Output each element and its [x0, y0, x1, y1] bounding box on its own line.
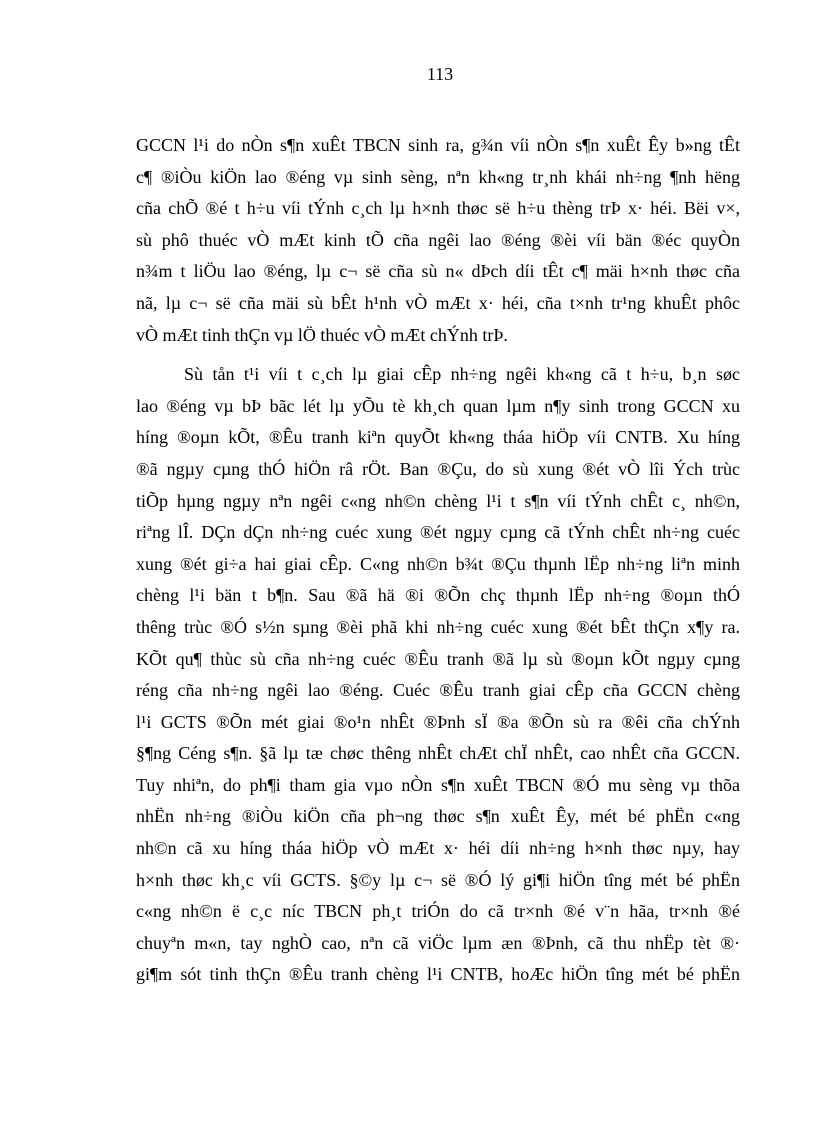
text-line: c«ng nh©n ë c¸c níc TBCN ph¸t triÓn do cã tr×nh ®é v¨n hãa, tr×nh ®é — [136, 901, 740, 922]
text-line: l¹i GCTS ®Õn mét giai ®o¹n nhÊt ®Þnh sÏ ®a ®Õn sù ra ®êi cña chÝnh — [136, 711, 740, 732]
text-line: tiÕp hµng ngµy nªn ngêi c«ng nh©n chèng l¹i t s¶n víi tÝnh chÊt c¸ nh©n, — [136, 490, 740, 511]
text-line: §¶ng Céng s¶n. §ã lµ tæ chøc thêng nhÊt chÆt chÏ nhÊt, cao nhÊt cña GCCN. — [136, 743, 740, 764]
text-line: riªng lÎ. DÇn dÇn nh÷ng cuéc xung ®ét ngµy cµng cã tÝnh chÊt nh÷ng cuéc — [136, 522, 740, 543]
paragraph-gap — [136, 351, 740, 359]
text-line: thêng trùc ®Ó s½n sµng ®èi phã khi nh÷ng cuéc xung ®ét bÊt thÇn x¶y ra. — [136, 616, 740, 637]
text-line: nã, lµ c¬ së cña mäi sù bÊt h¹nh vÒ mÆt x· héi, cña t×nh tr¹ng khuÊt phôc — [136, 292, 740, 313]
text-line: cña chÕ ®é t h÷u víi tÝnh c¸ch lµ h×nh thøc së h÷u thèng trÞ x· héi. Bëi v×, — [136, 198, 740, 219]
text-line: híng ®oµn kÕt, ®Êu tranh kiªn quyÕt kh«ng tháa hiÖp víi CNTB. Xu híng — [136, 427, 740, 448]
body-text — [136, 130, 740, 991]
paragraph-1 — [136, 130, 740, 351]
text-line: c¶ ®iÒu kiÖn lao ®éng vµ sinh sèng, nªn kh«ng tr¸nh khái nh÷ng ¶nh hëng — [136, 166, 740, 187]
text-line: nh©n cã xu híng tháa hiÖp vÒ mÆt x· héi díi nh÷ng h×nh thøc nµy, hay — [136, 838, 740, 859]
text-line: lao ®éng vµ bÞ bãc lét lµ yÕu tè kh¸ch quan lµm n¶y sinh trong GCCN xu — [136, 395, 740, 416]
paragraph-2 — [136, 359, 740, 991]
text-line: chèng l¹i bän t b¶n. Sau ®ã hä ®i ®Õn chç thµnh lËp nh÷ng ®oµn thÓ — [136, 585, 740, 606]
text-line: Tuy nhiªn, do ph¶i tham gia vµo nÒn s¶n xuÊt TBCN ®Ó mu sèng vµ thõa — [136, 774, 740, 795]
text-line: sù phô thuéc vÒ mÆt kinh tÕ cña ngêi lao ®éng ®èi víi bän ®éc quyÒn — [136, 229, 740, 250]
text-line: Sù tån t¹i víi t c¸ch lµ giai cÊp nh÷ng ngêi kh«ng cã t h÷u, b¸n søc — [184, 364, 740, 385]
text-line: nhËn nh÷ng ®iÒu kiÖn cña ph¬ng thøc s¶n xuÊt Êy, mét bé phËn c«ng — [136, 806, 740, 827]
text-line: GCCN l¹i do nÒn s¶n xuÊt TBCN sinh ra, g¾n víi nÒn s¶n xuÊt Êy b»ng tÊt — [136, 135, 740, 155]
text-line: chuyªn m«n, tay nghÒ cao, nªn cã viÖc lµm æn ®Þnh, cã thu nhËp tèt ®· — [136, 932, 740, 953]
page-number: 113 — [426, 64, 454, 84]
text-line: KÕt qu¶ thùc sù cña nh÷ng cuéc ®Êu tranh ®ã lµ sù ®oµn kÕt ngµy cµng — [136, 648, 740, 669]
text-line: h×nh thøc kh¸c víi GCTS. §©y lµ c¬ së ®Ó lý gi¶i hiÖn tîng mét bé phËn — [136, 869, 740, 890]
text-line: vÒ mÆt tinh thÇn vµ lÖ thuéc vÒ mÆt chÝnh trÞ. — [136, 324, 508, 345]
text-line: ®ã ngµy cµng thÓ hiÖn râ rÖt. Ban ®Çu, do sù xung ®ét vÒ lîi Ých trùc — [136, 458, 740, 479]
text-line: xung ®ét gi÷a hai giai cÊp. C«ng nh©n b¾t ®Çu thµnh lËp nh÷ng liªn minh — [136, 553, 740, 574]
text-line: n¾m t liÖu lao ®éng, lµ c¬ së cña sù n« dÞch díi tÊt c¶ mäi h×nh thøc cña — [136, 261, 740, 282]
text-line: réng cña nh÷ng ngêi lao ®éng. Cuéc ®Êu tranh giai cÊp cña GCCN chèng — [136, 680, 740, 701]
text-line: gi¶m sót tinh thÇn ®Êu tranh chèng l¹i CNTB, hoÆc hiÖn tîng mét bé phËn — [136, 964, 740, 985]
